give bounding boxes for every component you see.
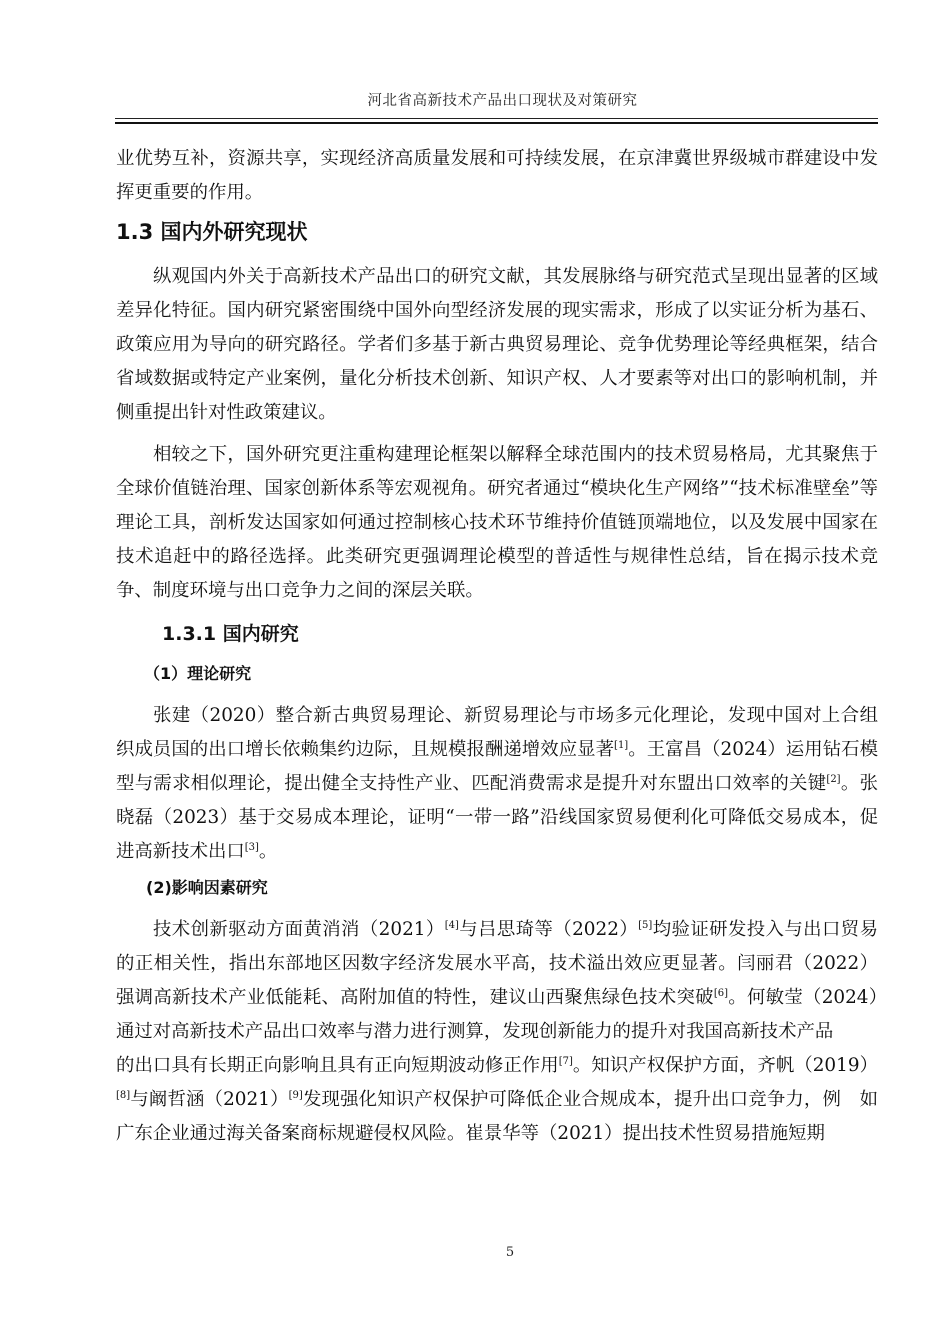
section-heading-1-3: 1.3 国内外研究现状	[116, 220, 308, 244]
header-rule-thin	[115, 118, 878, 119]
text-segment: 。何敏莹（2024） 通过对高新技术产品出口效率与潜力进行测算，发现创新能力的提升对我国高新技术产品	[116, 987, 897, 1042]
text-segment: 。张晓磊（2023）基于交易成本理论，证明“一带一路”沿线国家贸易便利化可降低交易成本，促进高新技术出口	[116, 773, 878, 862]
citation-ref-5: [5]	[638, 920, 653, 931]
page-body	[116, 142, 897, 1151]
citation-ref-6: [6]	[713, 988, 728, 999]
citation-ref-2: [2]	[826, 774, 841, 785]
text-segment: 技术创新驱动方面黄消消（2021）	[153, 919, 445, 940]
paragraph-domestic-overview: 纵观国内外关于高新技术产品出口的研究文献，其发展脉络与研究范式呈现出显著的区域差异化特征。国内研究紧密围绕中国外向型经济发展的现实需求，形成了以实证分析为基石、政策应用为导向的研究路径。学者们多基于新古典贸易理论、竞争优势理论等经典框架，结合省域数据或特定产业案例，量化分析技术创新、知识产权、人才要素等对出口的影响机制，并侧重提出针对性政策建议。	[116, 266, 878, 423]
text-segment: 的出口具有长期正向影响且具有正向短期波动修正作用	[116, 1055, 559, 1076]
continuation-paragraph: 业优势互补，资源共享，实现经济高质量发展和可持续发展，在京津冀世界级城市群建设中发挥更重要的作用。	[116, 148, 878, 203]
text-segment: 与阚哲涵（2021）	[130, 1089, 289, 1110]
text-segment: 。王富昌（2024）运用钻石模型与需求相似理论，提出健全支持性产业、匹配消费需求是提升对东盟出口效率的关键	[116, 739, 878, 794]
citation-ref-9: [9]	[288, 1090, 303, 1101]
text-segment: 均验证研发投入与出口贸易的正相关性，指出东部地区因数字经济发展水平高，技术溢出效应更显著。闫丽君（2022）强调高新技术产业低能耗、高附加值的特性，建议山西聚焦绿色技术突破	[116, 919, 878, 1008]
paragraph-theory-research	[116, 699, 878, 869]
subsection-heading-1-3-1: 1.3.1 国内研究	[162, 623, 299, 645]
citation-ref-1: [1]	[614, 740, 629, 751]
text-segment: 与吕思琦等（2022）	[458, 919, 639, 940]
header-rule-thick	[115, 122, 878, 124]
heading-influencing-factors: (2)影响因素研究	[146, 878, 268, 897]
text-segment: 张建（2020）整合新古典贸易理论、新贸易理论与市场多元化理论，发现中国对上合组织成员国的出口增长依赖集约边际，且规模报酬递增效应显著	[116, 705, 878, 760]
paragraph-influencing-factors	[116, 913, 897, 1049]
running-header-title: 河北省高新技术产品出口现状及对策研究	[367, 93, 638, 109]
paragraph-influencing-factors-cont	[116, 1049, 878, 1151]
citation-ref-4: [4]	[444, 920, 459, 931]
citation-ref-7: [7]	[558, 1056, 573, 1067]
text-segment: 发现强化知识产权保护可降低企业合规成本，提升出口竞争力，例 如广东企业通过海关备案商标规避侵权风险。崔景华等（2021）提出技术性贸易措施短期	[116, 1089, 878, 1144]
citation-ref-8: [8]	[116, 1090, 131, 1101]
heading-theory-research: （1）理论研究	[144, 664, 252, 683]
text-segment: 。	[258, 841, 278, 862]
paragraph-foreign-overview: 相较之下，国外研究更注重构建理论框架以解释全球范围内的技术贸易格局，尤其聚焦于全球价值链治理、国家创新体系等宏观视角。研究者通过“模块化生产网络”“技术标准壁垒”等理论工具，剖析发达国家如何通过控制核心技术环节维持价值链顶端地位，以及发展中国家在技术追赶中的路径选择。此类研究更强调理论模型的普适性与规律性总结，旨在揭示技术竞争、制度环境与出口竞争力之间的深层关联。	[116, 444, 878, 601]
citation-ref-3: [3]	[244, 842, 259, 853]
page-number: 5	[505, 1245, 515, 1260]
text-segment: 。知识产权保护方面，齐帆（2019）	[572, 1055, 878, 1076]
